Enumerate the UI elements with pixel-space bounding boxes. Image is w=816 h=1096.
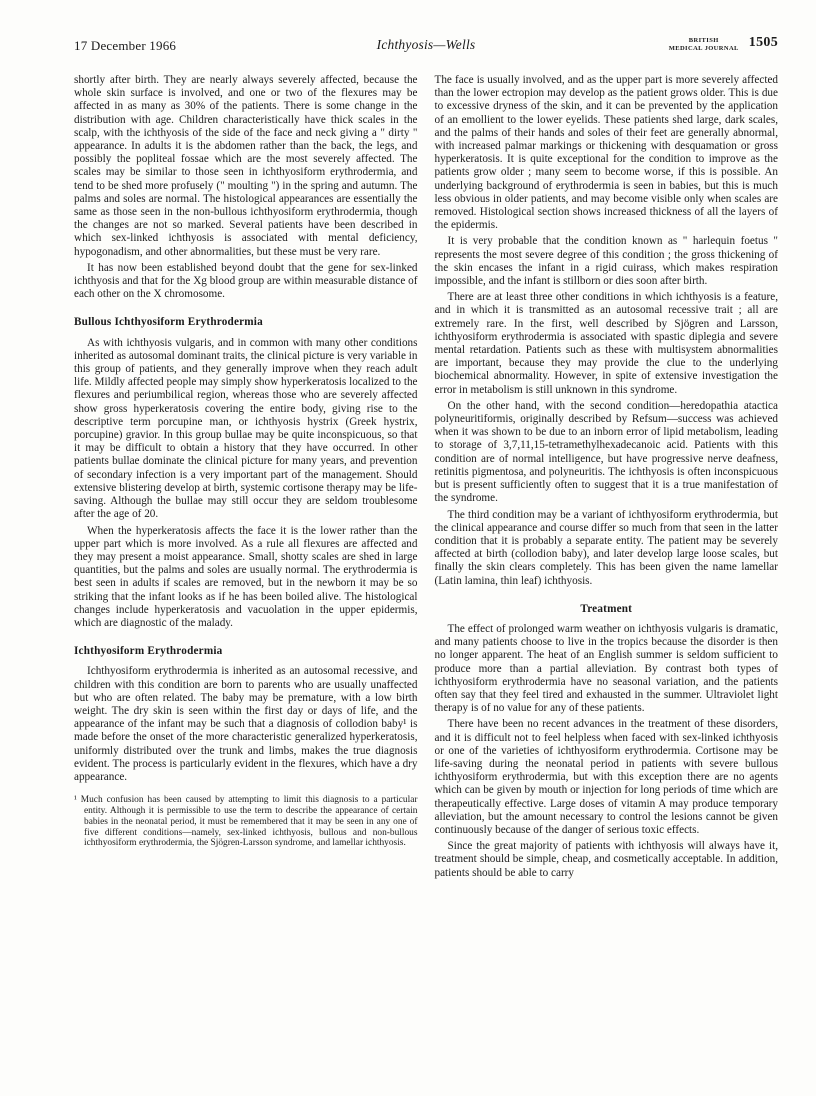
left-column — [74, 74, 418, 880]
header-article-title: Ichthyosis—Wells — [376, 37, 476, 52]
section-heading-ichthyosiform-erythrodermia: Ichthyosiform Erythrodermia — [74, 645, 223, 658]
footnote: ¹ Much confusion has been caused by attempting to limit this diagnosis to a particular entity. Although it is permissible to use the term to describe the appearance of certain babies in the neonatal period, it must be remembered that it may be seen in any one of five different conditions—namely, sex-linked ichthyosis, bullous and non-bullous ichthyosiform erythrodermia, the Sjögren-Larsson syndrome, and lamellar ichthyosis. — [74, 795, 418, 849]
paragraph: Since the great majority of patients with ichthyosis will always have it, treatment should be simple, cheap, and cosmetically acceptable. In addition, patients should be able to carry — [434, 840, 778, 879]
right-column — [435, 74, 779, 880]
paragraph: On the other hand, with the second condition—heredopathia atactica polyneuritiformis, originally described by Refsum—success was achieved when it was shown to be due to an inborn error of lipid metabolism, leading to storage of 3,7,11,15-tetramethylhexadecanoic acid. Patients with this condition are of normal intelligence, but have progressive nerve deafness, retinitis pigmentosa, and polyneuritis. The ichthyosis is often inconspicuous but is present sufficiently often to suggest that it is a true manifestation of the syndrome. — [434, 399, 778, 505]
page-number: 1505 — [748, 35, 778, 50]
paragraph: Ichthyosiform erythrodermia is inherited as an autosomal recessive, and children with this condition are born to parents who are usually unaffected but who are often related. The baby may be premature, with a low birth weight. The dry skin is seen within the first day or days of life, and the appearance of the infant may be such that a diagnosis of collodion baby¹ is made before the onset of the more characteristic generalized hyperkeratosis, uniformly distributed over the trunk and limbs, makes the true diagnosis evident. The process is particularly evident in the flexures, which have a dry appearance. — [74, 665, 418, 783]
paragraph: The face is usually involved, and as the upper part is more severely affected than the lower ectropion may develop as the patient grows older. This is due to excessive dryness of the skin, and it can be prevented by the application of an emollient to the lower eyelids. These patients shed large, dark scales, and the palms of their hands and soles of their feet are generally abnormal, with increased palmar markings or thickening with desquamation or gross hyperkeratosis. It is quite exceptional for the condition to improve as the patients grow older ; many seem to become worse, if this is possible. An underlying background of erythrodermia is seen in babies, but this is much less obvious in older patients, and may become visible only when scales are removed. Histological section shows increased thickness of all the layers of the epidermis. — [434, 74, 778, 232]
paragraph: There are at least three other conditions in which ichthyosis is a feature, and in which it is transmitted as an autosomal recessive trait ; all are extremely rare. In the first, well described by Sjögren and Larsson, ichthyosiform erythrodermia is associated with spastic diplegia and severe mental retardation. Patients such as these with multisystem abnormalities are important, because they may provide the clue to the underlying biochemical abnormality. However, in spite of extensive investigation the error in metabolism is still unknown in this syndrome. — [434, 291, 778, 396]
section-heading-treatment: Treatment — [580, 602, 633, 615]
paragraph: The third condition may be a variant of ichthyosiform erythrodermia, but the clinical appearance and course differ so much from that seen in the latter condition that it is probably a separate entity. The patient may be severely affected at birth (collodion baby), and later develop large loose scales, but finally the skin clears completely. This has been given the name lamellar (Latin lamina, thin leaf) ichthyosis. — [434, 508, 778, 587]
paragraph: When the hyperkeratosis affects the face it is the lower rather than the upper part which is more involved. As a rule all flexures are affected and they may present a moist appearance. Small, shotty scales are shed in large quantities, but the palms and soles are usually normal. The erythrodermia is best seen in adults if scales are removed, but in the newborn it may be so striking that the infant looks as if he has been boiled alive. The histological changes include hyperkeratosis and vacuolation in the upper epidermis, which are diagnostic of the malady. — [74, 524, 418, 629]
section-heading-bullous-ichthyosiform-erythrodermia: Bullous Ichthyosiform Erythrodermia — [74, 316, 263, 329]
paragraph: As with ichthyosis vulgaris, and in common with many other conditions inherited as autosomal dominant traits, the clinical picture is very variable in this group of patients, and they generally improve when they reach adult life. Mildly affected people may simply show hyperkeratosis localized to the flexures and periumbilical region, whereas those who are severely affected show gross hyperkeratosis covering the entire body, giving rise to the descriptive term porcupine man, or ichthyosis hystrix (Greek hystrix, porcupine) gravior. In this group bullae may be quite inconspicuous, so that it may be difficult to obtain a history that they have occurred. In other patients bullae dominate the clinical picture for many years, and prevention of secondary infection is a very important part of the management. Should extensive blistering develop at birth, systemic cortisone therapy may be life-saving. Although the bullae may still occur they are seldom troublesome after the age of 20. — [74, 336, 418, 521]
paragraph: It has now been established beyond doubt that the gene for sex-linked ichthyosis and that for the Xg blood group are within measurable distance of each other on the X chromosome. — [74, 261, 418, 301]
journal-name — [669, 37, 739, 52]
paragraph: shortly after birth. They are nearly always severely affected, because the whole skin surface is involved, and one or two of the flexures may be affected in as many as 30% of the patients. There is some change in the distribution with age. Children characteristically have thick scales in the scalp, with the ichthyosis of the side of the face and neck giving a " dirty " appearance. In adults it is the abdomen rather than the back, the legs, and possibly the popliteal fossae which are the most severely affected. The scales may be similar to those seen in ichthyosiform erythrodermia, and tend to be shed more profusely (" moulting ") in the spring and autumn. The palms and soles are normal. The histological appearances are essentially the same as those seen in the non-bullous ichthyosiform erythrodermia, though the changes are not so marked. Several patients have been described in which sex-linked ichthyosis is associated with mental deficiency, hypogonadism, and other abnormalities, but these must be very rare. — [74, 74, 418, 258]
journal-name-line1: BRITISH — [688, 37, 719, 44]
running-head — [74, 34, 778, 60]
header-date: 17 December 1966 — [74, 38, 177, 53]
header-right — [669, 34, 778, 52]
article-body — [74, 74, 778, 880]
paragraph: There have been no recent advances in the treatment of these disorders, and it is difficult not to feel helpless when faced with sex-linked ichthyosis or one of the varieties of ichthyosiform erythrodermia. Cortisone may be life-saving during the neonatal period in patients with severe bullous ichthyosiform erythrodermia, but with this exception there are no agents which can be given by mouth or injection for long periods of time which are therapeutically effective. Large doses of vitamin A may produce temporary alleviation, but the amount necessary to control the lesions cannot be given continuously because of the danger of serious toxic effects. — [434, 718, 778, 836]
paragraph: The effect of prolonged warm weather on ichthyosis vulgaris is dramatic, and many patients choose to live in the tropics because the disorder is then no longer apparent. The heat of an English summer is seldom sufficient to produce more than a partial alleviation. By contrast both types of ichthyosiform erythrodermia have no seasonal variation, and the patients often say that they feel tired and exhausted in the summer. Ultraviolet light therapy is of no value for any of these patients. — [434, 622, 778, 715]
paragraph: It is very probable that the condition known as " harlequin foetus " represents the most severe degree of this condition ; the gross thickening of the skin encases the infant in a rigid cuirass, which makes respiration impossible, and the infant is stillborn or dies soon after birth. — [434, 235, 778, 288]
journal-name-line2: MEDICAL JOURNAL — [668, 44, 739, 52]
